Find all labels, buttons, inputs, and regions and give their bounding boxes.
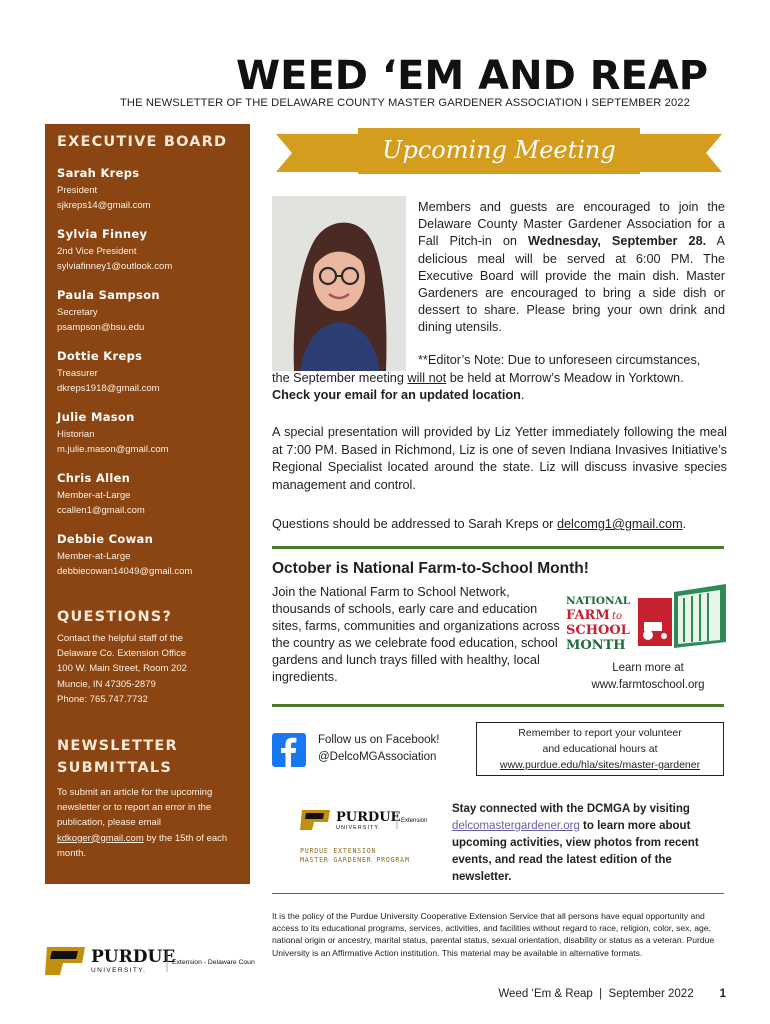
logo-month-text: MONTH [566,638,626,652]
editors-note-bold: Check your email for an updated location [272,388,521,402]
contact-line: Contact the helpful staff of the [57,633,184,644]
hours-url-link[interactable]: www.purdue.edu/hla/sites/master-gardener [499,759,701,771]
member-role: Historian [57,429,95,440]
questions-text: Questions should be addressed to Sarah Kreps or [272,517,557,531]
hours-text: and educational hours at [542,743,658,755]
member-role: Member-at-Large [57,551,131,562]
questions-email-link[interactable]: delcomg1@gmail.com [556,517,683,531]
page-footer [480,988,726,1000]
purdue-wordmark: PURDUE [336,810,401,825]
logo-farm-text: FARM [566,608,610,623]
editors-note [272,352,727,405]
newsletter-subtitle: THE NEWSLETTER OF THE DELAWARE COUNTY MASTER GARDENER ASSOCIATION I SEPTEMBER 2022 [120,97,690,109]
member-role: President [57,185,98,196]
member-role: 2nd Vice President [57,246,137,257]
farm-to-school-logo [564,582,728,652]
nondiscrimination-policy: It is the policy of the Purdue University Cooperative Extension Service that all persons have equal opportunity and access to its educational programs, services, activities, and facilities without regard to race, religion, color, sex, age, national origin or ancestry, marital status, parental status, sexual orientation, disability or status as a veteran. Purdue University is an Affirmative Action institution. This material may be available in alternative formats. [272,911,715,958]
purdue-extension-logo [300,808,440,832]
logo-national-text: NATIONAL [566,595,631,607]
extension-office-contact [57,631,238,707]
sidebar [45,124,250,884]
member-name: Dottie Kreps [57,349,143,363]
meeting-text-rest: A delicious meal will be served at 6:00 PM. The Executive Board will provide the main dish. Master Gardeners are encouraged to bring a side dish or dessert to share. Please bring your own drink and dining utensils. [418,234,725,335]
member-email[interactable]: debbiecowan14049@gmail.com [57,566,193,577]
board-member [57,349,238,396]
footer-purdue-mark [45,945,255,977]
member-name: Paula Sampson [57,288,160,302]
facebook-follow [318,732,468,766]
farm-to-school-logo-graphic [564,582,728,652]
stay-connected-lead: Stay connected with the DCMGA by visiting [452,803,690,815]
contact-line: Phone: 765.747.7732 [57,693,148,705]
logo-school-text: SCHOOL [566,623,630,638]
submittals-text-body: To submit an article for the upcoming newsletter or to report an error in the publication, please email [57,787,213,829]
board-member [57,227,238,274]
program-line: MASTER GARDENER PROGRAM [300,856,410,864]
page-number: 1 [719,988,726,1000]
contact-line: Muncie, IN 47305-2879 [57,678,156,690]
dcmga-website-link[interactable]: delcomastergardener.org [452,820,580,832]
board-member [57,166,238,213]
questions-paragraph [272,516,727,534]
member-email[interactable]: m.julie.mason@gmail.com [57,444,169,455]
member-email[interactable]: ccallen1@gmail.com [57,505,145,516]
farm-to-school-url[interactable]: www.farmtoschool.org [591,678,705,691]
editors-note-emphasis: will not [407,370,447,385]
hours-text: Remember to report your volunteer [518,727,682,739]
farm-to-school-learn-more [576,660,720,693]
submittals-heading-line: NEWSLETTER [57,738,178,755]
master-gardener-program-label [300,847,450,865]
member-email[interactable]: dkreps1918@gmail.com [57,383,160,394]
editors-note-end: . [520,388,525,402]
meeting-banner-title: Upcoming Meeting [358,128,640,174]
executive-board-heading: EXECUTIVE BOARD [57,134,228,150]
section-divider [272,546,724,549]
purdue-p-mark [300,808,440,832]
footer-purdue-logo [45,945,255,977]
submittals-text-tail: by the 15th of each month. [57,832,228,859]
submittals-heading [57,735,238,779]
stay-connected-text [452,801,726,886]
portrait-illustration [272,196,406,371]
contact-line: Delaware Co. Extension Office [57,648,187,660]
footer-purdue-wordmark: PURDUE [91,947,176,967]
member-name: Sarah Kreps [57,166,140,180]
speaker-photo [272,196,406,371]
editors-note-text-rest: be held at Morrow’s Meadow in Yorktown. [446,370,684,385]
submittals-heading-line: SUBMITTALS [57,760,172,777]
member-role: Secretary [57,307,98,318]
meeting-date: Wednesday, September 28. [528,234,707,249]
member-role: Treasurer [57,368,98,379]
presentation-paragraph: A special presentation will provided by Liz Yetter immediately following the meal at 7:00 PM. Based in Richmond, Liz is one of seven Indiana Invasives Initiative’s Regional Specialist located around the state. Liz will discuss invasive species management and control. [272,425,727,492]
meeting-text: Members and guests are encouraged to join the Delaware County Master Gardener Association for a Fall Pitch-in on [418,200,725,249]
member-name: Sylvia Finney [57,227,148,241]
footer-issue-label: Weed ‘Em & Reap | September 2022 [498,988,694,1000]
farm-to-school-body: Join the National Farm to School Network, thousands of schools, early care and education sites, farms, communities and organizations across the country as we celebrate food education, school gardens and lunch trays filled with healthy, local ingredients. [272,585,560,684]
questions-heading: QUESTIONS? [57,609,173,625]
facebook-follow-text: Follow us on Facebook! [318,734,440,746]
editors-note-lead: **Editor’s Note: Due to unforeseen circumstances, [418,353,701,367]
purdue-extension-text: Extension [401,818,428,824]
volunteer-hours-box [476,722,724,776]
board-member [57,288,238,335]
section-divider-thin [272,893,724,894]
purdue-university-text: UNIVERSITY. [336,825,381,831]
member-email[interactable]: sylviafinney1@outlook.com [57,261,173,272]
board-member [57,410,238,457]
learn-more-text: Learn more at [612,662,684,674]
member-name: Chris Allen [57,471,131,485]
logo-to-text: to [612,611,623,622]
footer-university-text: UNIVERSITY. [91,967,147,974]
member-role: Member-at-Large [57,490,131,501]
footer-county-text: Extension - Delaware County [172,959,255,966]
facebook-handle[interactable]: @DelcoMGAssociation [318,751,437,763]
facebook-icon[interactable] [272,733,306,767]
submittals-text [57,785,238,861]
contact-line: 100 W. Main Street, Room 202 [57,663,187,675]
member-name: Debbie Cowan [57,532,154,546]
section-divider [272,704,724,707]
member-name: Julie Mason [57,410,135,424]
member-email[interactable]: sjkreps14@gmail.com [57,200,151,211]
board-member [57,471,238,518]
farm-to-school-title: October is National Farm-to-School Month! [272,560,589,577]
submittals-email-link[interactable]: kdkoger@gmail.com [57,832,144,844]
meeting-paragraph [418,199,725,337]
board-member [57,532,238,579]
program-line: PURDUE EXTENSION [300,847,377,855]
facebook-f-glyph [272,733,306,767]
stay-connected-rest: to learn more about upcoming activities, view photos from recent events, and read the latest edition of the newsletter. [452,820,699,883]
newsletter-title: WEED ‘EM AND REAP [236,53,709,99]
questions-end: . [682,517,687,531]
editors-note-text: the September meeting [272,370,408,385]
member-email[interactable]: psampson@bsu.edu [57,322,145,333]
